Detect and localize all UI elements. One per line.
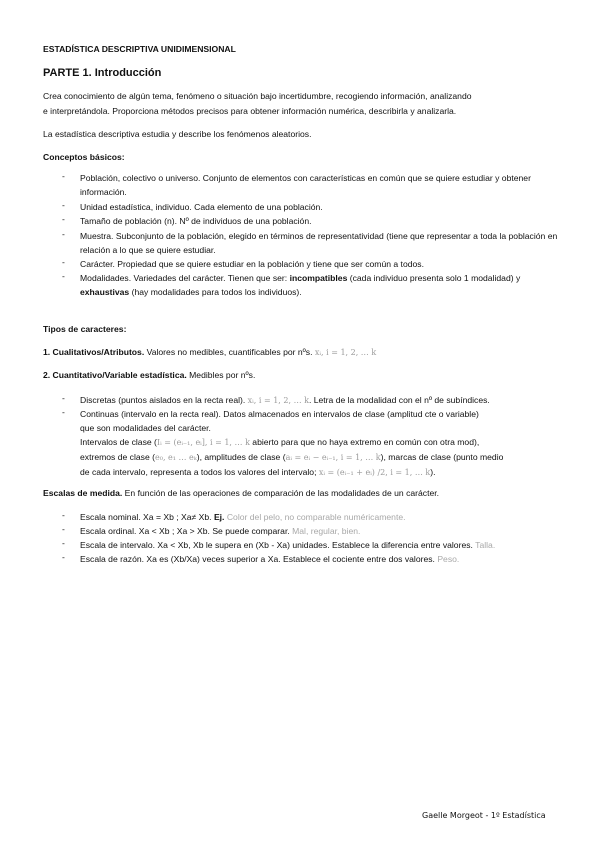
- text-run: Escala de razón. Xa es (Xb/Xa) veces superior a Xa. Establece el cociente entre dos valores.: [80, 554, 438, 564]
- text-run: Medibles por nºs.: [186, 370, 256, 380]
- bullet-dash: -: [62, 552, 65, 562]
- text-run: (cada individuo presenta solo 1 modalidad) y: [347, 273, 521, 283]
- concepto-item: Unidad estadística, individuo. Cada elemento de una población.: [80, 202, 323, 212]
- bullet-dash: -: [62, 271, 65, 281]
- example-text: Color del pelo, no comparable numéricamente.: [224, 512, 406, 522]
- text-run: abierto para que no haya extremo en común con otra mod),: [249, 437, 480, 447]
- escala-item: [80, 538, 560, 552]
- bullet-dash: -: [62, 524, 65, 534]
- text-run: Escala de intervalo. Xa < Xb, Xb le supera en (Xb - Xa) unidades. Establece la diferencia entre valores.: [80, 540, 476, 550]
- intro-line-2: e interpretándola. Proporciona métodos precisos para obtener información numérica, describirla y analizarla.: [43, 106, 457, 116]
- math-run: xᵢ, i = 1, 2, … k: [314, 348, 377, 357]
- escalas-heading: [43, 488, 439, 500]
- math-run: e₀, e₁ … eₖ: [155, 453, 197, 462]
- tipo-2: [43, 370, 255, 382]
- bold-run: Escalas de medida.: [43, 488, 123, 498]
- page-footer: Gaelle Morgeot - 1º Estadística: [422, 811, 546, 820]
- escala-item: [80, 510, 560, 524]
- concepto-item-modalidades: [80, 271, 560, 299]
- concepto-item: Muestra. Subconjunto de la población, elegido en términos de representatividad (tiene que representar a toda la población en relación a lo que se quiere estudiar.: [80, 231, 558, 255]
- math-run: Iᵢ = (eᵢ₋₁, eᵢ], i = 1, … k: [156, 438, 250, 447]
- text-run: Discretas (puntos aislados en la recta real).: [80, 395, 248, 405]
- part-title: PARTE 1. Introducción: [43, 67, 162, 79]
- tipos-heading: Tipos de caracteres:: [43, 324, 127, 334]
- tipo-1: [43, 347, 376, 359]
- bullet-dash: -: [62, 407, 65, 417]
- marcas-line: [80, 465, 560, 480]
- concepto-item: Carácter. Propiedad que se quiere estudiar en la población y tiene que ser común a todos.: [80, 259, 424, 269]
- bold-run: exhaustivas: [80, 287, 130, 297]
- text-run: Intervalos de clase (: [80, 437, 157, 447]
- text-run: ), amplitudes de clase (: [196, 452, 286, 462]
- math-run: xᵢ, i = 1, 2, … k: [247, 396, 309, 405]
- bullet-dash: -: [62, 538, 65, 548]
- text-run: ), marcas de clase (punto medio: [380, 452, 504, 462]
- bold-run: 2. Cuantitativo/Variable estadística.: [43, 370, 187, 380]
- extremos-line: [80, 450, 560, 465]
- example-text: Mal, regular, bien.: [292, 526, 361, 536]
- bullet-dash: -: [62, 229, 65, 239]
- intro-line-3: La estadística descriptiva estudia y describe los fenómenos aleatorios.: [43, 129, 312, 139]
- escala-item: [80, 552, 560, 566]
- text-run: En función de las operaciones de comparación de las modalidades de un carácter.: [122, 488, 440, 498]
- text-run: extremos de clase (: [80, 452, 155, 462]
- text-run: ).: [430, 467, 436, 477]
- bullet-dash: -: [62, 257, 65, 267]
- concepto-item: Población, colectivo o universo. Conjunto de elementos con características en común que se quiere estudiar y obtener información.: [80, 173, 531, 197]
- bullet-dash: -: [62, 510, 65, 520]
- math-run: aᵢ = eᵢ − eᵢ₋₁, i = 1, … k: [285, 453, 381, 462]
- bullet-dash: -: [62, 171, 65, 181]
- discretas-item: [80, 393, 560, 408]
- bold-run: incompatibles: [289, 273, 348, 283]
- text-run: Escala ordinal. Xa < Xb ; Xa > Xb. Se puede comparar.: [80, 526, 293, 536]
- example-text: Talla.: [475, 540, 496, 550]
- bold-run: 1. Cualitativos/Atributos.: [43, 347, 145, 357]
- text-run: . Letra de la modalidad con el nº de subíndices.: [308, 395, 490, 405]
- math-run: xᵢ = (eᵢ₋₁ + eᵢ) /2, i = 1, … k: [318, 468, 431, 477]
- text-run: Valores no medibles, cuantificables por nºs.: [144, 347, 315, 357]
- bullet-dash: -: [62, 214, 65, 224]
- text-line: que son modalidades del carácter.: [80, 423, 211, 433]
- intro-line-1: Crea conocimiento de algún tema, fenómeno o situación bajo incertidumbre, recogiendo información, analizando: [43, 91, 472, 101]
- bold-run: Ej.: [213, 512, 225, 522]
- text-run: Modalidades. Variedades del carácter. Tienen que ser:: [80, 273, 290, 283]
- example-text: Peso.: [437, 554, 460, 564]
- concepto-item: Tamaño de población (n). Nº de individuos de una población.: [80, 216, 312, 226]
- bullet-dash: -: [62, 200, 65, 210]
- text-line: Continuas (intervalo en la recta real). Datos almacenados en intervalos de clase (amplitud cte o variable): [80, 409, 479, 419]
- escala-item: [80, 524, 560, 538]
- continuas-item: [80, 407, 560, 480]
- text-run: de cada intervalo, representa a todos los valores del intervalo;: [80, 467, 319, 477]
- conceptos-heading: Conceptos básicos:: [43, 152, 125, 162]
- text-run: Escala nominal. Xa = Xb ; Xa≠ Xb.: [80, 512, 214, 522]
- text-run: (hay modalidades para todos los individuos).: [129, 287, 302, 297]
- bullet-dash: -: [62, 393, 65, 403]
- document-title: ESTADÍSTICA DESCRIPTIVA UNIDIMENSIONAL: [43, 44, 236, 54]
- intervalos-line: [80, 435, 560, 450]
